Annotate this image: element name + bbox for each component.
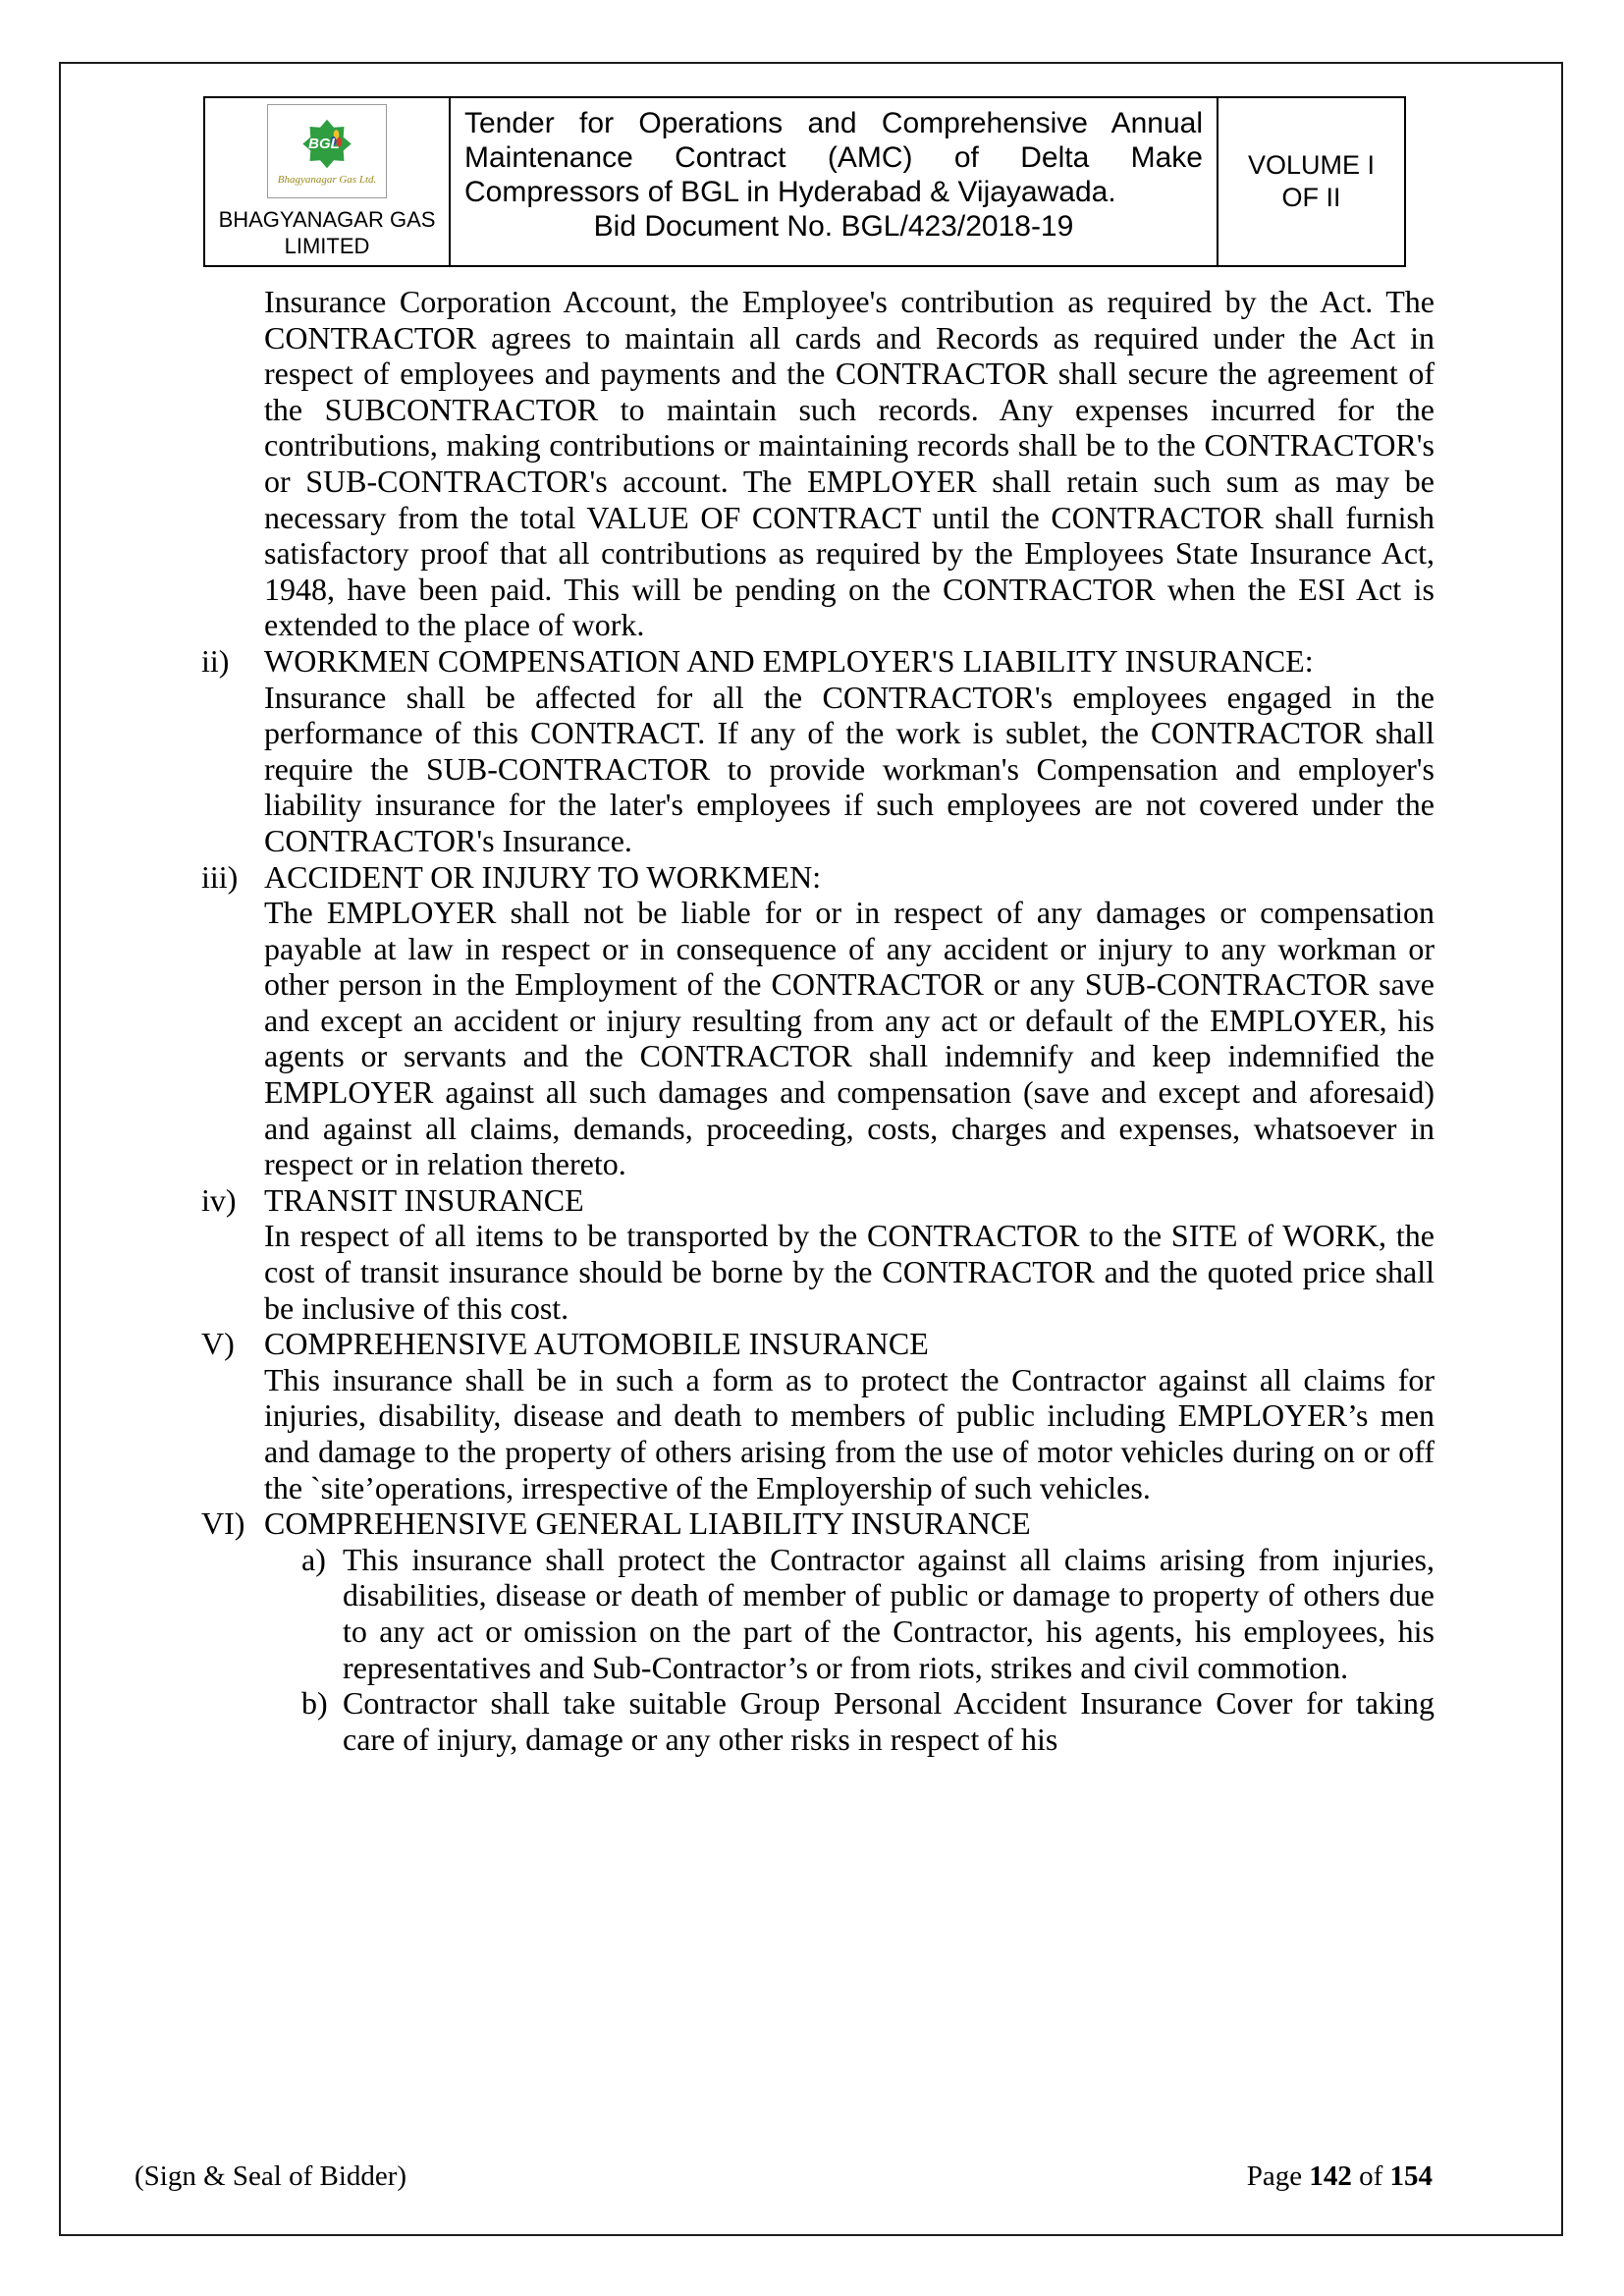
- page-word: Page: [1246, 2160, 1303, 2192]
- item-heading: COMPREHENSIVE AUTOMOBILE INSURANCE: [264, 1326, 929, 1362]
- item-content: [264, 1505, 1435, 1757]
- item-paragraph: In respect of all items to be transported by the CONTRACTOR to the SITE of WORK, the cost of transit insurance should be borne by the CONTRACTOR and the quoted price shall be inclusive of this cost.: [264, 1218, 1435, 1326]
- volume-cell: [1218, 98, 1404, 265]
- item-label: VI): [201, 1505, 245, 1542]
- item-paragraph: This insurance shall be in such a form as to protect the Contractor against all claims for injuries, disability, disease and death to members of public including EMPLOYER’s men and damage to the property of others arising from the use of motor vehicles during on or off the `site’operations, irrespective of the Employership of such vehicles.: [264, 1361, 1435, 1505]
- item-heading: WORKMEN COMPENSATION AND EMPLOYER'S LIABILITY INSURANCE:: [264, 642, 1314, 679]
- intro-paragraph: Insurance Corporation Account, the Employee's contribution as required by the Act. The CONTRACTOR agrees to maintain all cards and Records as required under the Act in respect of employees and payments and the CONTRACTOR shall secure the agreement of the SUBCONTRACTOR to maintain such records. Any expenses incurred for the contributions, making contributions or maintaining records shall be to the CONTRACTOR's or SUB-CONTRACTOR's account. The EMPLOYER shall retain such sum as may be necessary from the total VALUE OF CONTRACT until the CONTRACTOR shall furnish satisfactory proof that all contributions as required by the Employees State Insurance Act, 1948, have been paid. This will be pending on the CONTRACTOR when the ESI Act is extended to the place of work.: [264, 284, 1435, 643]
- logo-flame-red: [337, 137, 343, 147]
- item-heading: ACCIDENT OR INJURY TO WORKMEN:: [264, 858, 822, 895]
- company-name: BHAGYANAGAR GAS LIMITED: [218, 207, 436, 258]
- sub-item-label: a): [301, 1541, 326, 1577]
- item-label: iv): [201, 1181, 237, 1218]
- item-content: [264, 1326, 1435, 1505]
- logo-box: [267, 104, 387, 198]
- tender-title-cell: [451, 98, 1218, 265]
- list-item-iii: [201, 859, 1435, 1182]
- page-border-frame: [59, 62, 1563, 2236]
- logo-acronym: BGL: [308, 136, 340, 152]
- list-item-iv: [201, 1182, 1435, 1326]
- page-number: 142: [1309, 2160, 1352, 2192]
- logo-star-shape: [302, 120, 351, 168]
- bgl-flower-logo-icon: [290, 116, 364, 172]
- sub-item-text: Contractor shall take suitable Group Personal Accident Insurance Cover for taking care of injury, damage or any other risks in respect of his: [343, 1685, 1435, 1757]
- volume-line-2: OF II: [1281, 183, 1341, 212]
- sub-list-item-b: [264, 1685, 1435, 1757]
- item-label: ii): [201, 642, 230, 679]
- bid-document-number: Bid Document No. BGL/423/2018-19: [593, 210, 1074, 243]
- sign-seal-text: (Sign & Seal of Bidder): [135, 2160, 407, 2192]
- document-body: [201, 284, 1435, 1757]
- page-indicator: [1247, 2160, 1433, 2193]
- item-content: [264, 859, 1435, 1182]
- of-word: of: [1359, 2160, 1383, 2192]
- logo-flame-blue: [331, 137, 337, 146]
- logo-brand-line: Bhagyanagar Gas Ltd.: [277, 174, 377, 186]
- item-label: V): [201, 1326, 235, 1362]
- page-footer: [135, 2160, 1433, 2193]
- sub-list-item-a: [264, 1542, 1435, 1685]
- sub-item-text: This insurance shall protect the Contractor against all claims arising from injuries, disabilities, disease or death of member of public or damage to property of others due to any act or omission on the part of the Contractor, his agents, his employees, his representatives and Sub-Contractor’s or from riots, strikes and civil commotion.: [343, 1541, 1435, 1685]
- tender-title: Tender for Operations and Comprehensive Annual Maintenance Contract (AMC) of Delta Make Compressors of BGL in Hyderabad & Vijayawada.: [464, 107, 1203, 208]
- company-logo-cell: [205, 98, 451, 265]
- document-header: [203, 96, 1406, 267]
- sub-item-label: b): [301, 1685, 328, 1722]
- list-item-v: [201, 1326, 1435, 1505]
- total-pages: 154: [1389, 2160, 1433, 2192]
- item-content: [264, 643, 1435, 859]
- list-item-ii: [201, 643, 1435, 859]
- item-label: iii): [201, 858, 239, 895]
- item-content: [264, 1182, 1435, 1326]
- item-heading: COMPREHENSIVE GENERAL LIABILITY INSURANCE: [264, 1505, 1031, 1542]
- item-paragraph: Insurance shall be affected for all the CONTRACTOR's employees engaged in the performance of this CONTRACT. If any of the work is sublet, the CONTRACTOR shall require the SUB-CONTRACTOR to provide workman's Compensation and employer's liability insurance for the later's employees if such employees are not covered under the CONTRACTOR's Insurance.: [264, 679, 1435, 858]
- item-heading: TRANSIT INSURANCE: [264, 1181, 584, 1218]
- list-item-vi: [201, 1505, 1435, 1757]
- item-paragraph: The EMPLOYER shall not be liable for or in respect of any damages or compensation payable at law in respect or in consequence of any accident or injury to any workman or other person in the Employment of the CONTRACTOR or any SUB-CONTRACTOR save and except an accident or injury resulting from any act or default of the EMPLOYER, his agents or servants and the CONTRACTOR shall indemnify and keep indemnified the EMPLOYER against all such damages and compensation (save and except and aforesaid) and against all claims, demands, proceeding, costs, charges and expenses, whatsoever in respect or in relation thereto.: [264, 895, 1435, 1182]
- volume-line-1: VOLUME I: [1247, 150, 1376, 180]
